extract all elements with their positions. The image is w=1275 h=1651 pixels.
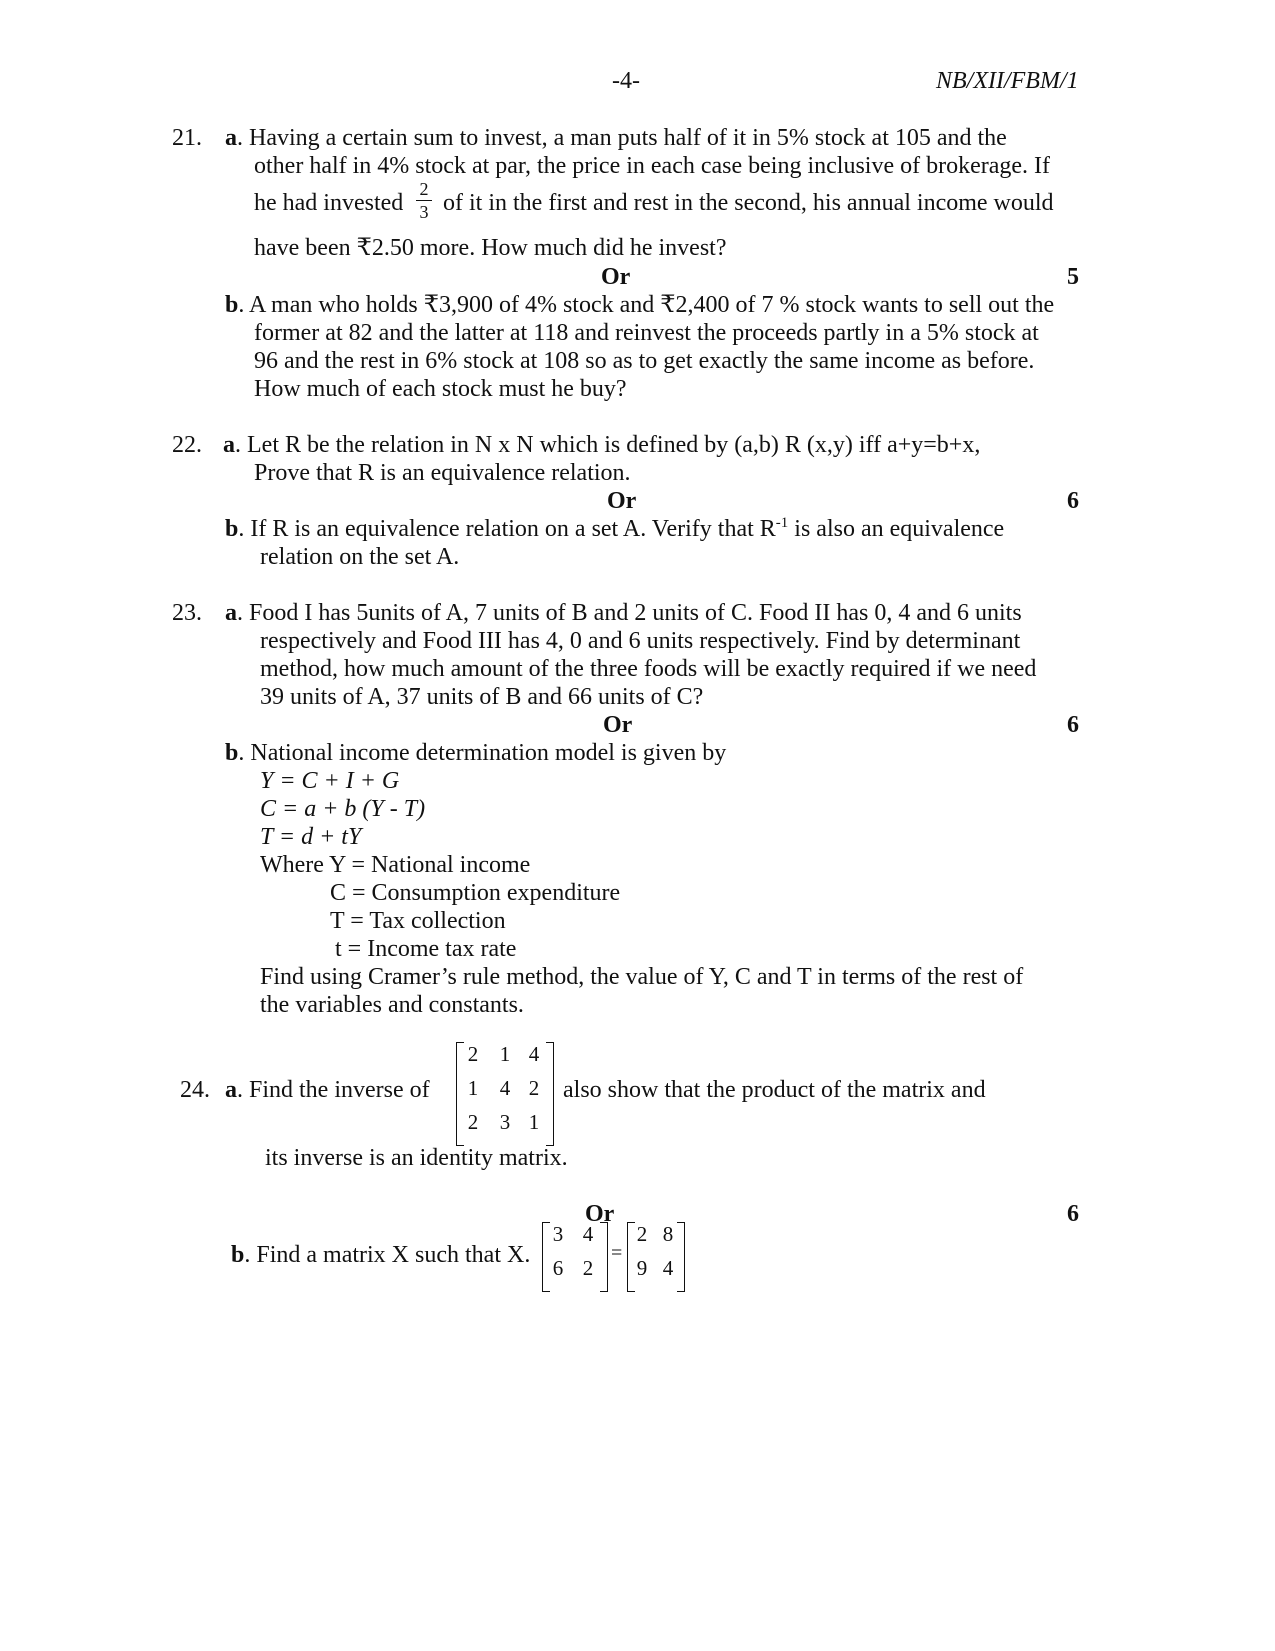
equation: C = a + b (Y - T) xyxy=(260,796,426,822)
matrix-cell: 2 xyxy=(528,1076,540,1100)
part-a-line: of it in the first and rest in the second, his annual income would xyxy=(443,190,1054,216)
matrix-cell: 9 xyxy=(636,1256,648,1280)
part-a-line: also show that the product of the matrix and xyxy=(563,1077,986,1103)
equation: T = d + tY xyxy=(260,824,362,850)
marks: 6 xyxy=(1067,1201,1079,1227)
marks: 6 xyxy=(1067,712,1079,738)
matrix-cell: 3 xyxy=(499,1110,511,1134)
matrix-a xyxy=(456,1042,554,1146)
text: . National income determination model is given by xyxy=(238,740,727,766)
part-a-line xyxy=(223,431,980,459)
matrix-cell: 2 xyxy=(467,1042,479,1066)
text: . Find a matrix X such that X. xyxy=(244,1242,531,1268)
page-number: -4- xyxy=(612,68,640,94)
matrix-cell: 1 xyxy=(499,1042,511,1066)
paper-code: NB/XII/FBM/1 xyxy=(936,68,1079,94)
matrix-cell: 2 xyxy=(636,1222,648,1246)
part-b-line xyxy=(231,1241,530,1269)
text: . If R is an equivalence relation on a set A. Verify that R xyxy=(238,516,776,542)
part-label: b xyxy=(225,740,239,766)
matrix-cell: 3 xyxy=(552,1222,564,1246)
matrix-cell: 2 xyxy=(582,1256,594,1280)
equals-sign: = xyxy=(611,1242,623,1264)
or-divider: Or xyxy=(585,1201,615,1227)
part-b-line: former at 82 and the latter at 118 and reinvest the proceeds partly in a 5% stock at xyxy=(254,320,1039,346)
right-bracket xyxy=(546,1042,554,1146)
text: . Find the inverse of xyxy=(237,1077,430,1103)
part-a-line xyxy=(225,599,1022,627)
matrix-cell: 6 xyxy=(552,1256,564,1280)
definition: Where Y = National income xyxy=(260,852,531,878)
part-a-line: he had invested xyxy=(254,190,404,216)
equation: Y = C + I + G xyxy=(260,768,400,794)
matrix-cell: 1 xyxy=(467,1076,479,1100)
part-label: b xyxy=(225,292,239,318)
part-a-line: 39 units of A, 37 units of B and 66 units of C? xyxy=(260,684,704,710)
matrix-cell: 1 xyxy=(528,1110,540,1134)
or-divider: Or xyxy=(607,488,637,514)
or-divider: Or xyxy=(603,712,633,738)
part-a-line: have been ₹2.50 more. How much did he invest? xyxy=(254,235,727,261)
text: . Let R be the relation in N x N which is defined by (a,b) R (x,y) iff a+y=b+x, xyxy=(235,432,981,458)
part-b-line: 96 and the rest in 6% stock at 108 so as to get exactly the same income as before. xyxy=(254,348,1035,374)
part-a-line: method, how much amount of the three foods will be exactly required if we need xyxy=(260,656,1037,682)
part-a-line: respectively and Food III has 4, 0 and 6 units respectively. Find by determinant xyxy=(260,628,1021,654)
right-bracket xyxy=(600,1222,608,1292)
part-b-line: Find using Cramer’s rule method, the value of Y, C and T in terms of the rest of xyxy=(260,964,1024,990)
question-number: 24. xyxy=(180,1077,210,1103)
text: . A man who holds ₹3,900 of 4% stock and ₹2,400 of 7 % stock wants to sell out the xyxy=(238,292,1055,318)
matrix-b-right xyxy=(627,1222,685,1292)
marks: 5 xyxy=(1067,264,1079,290)
or-divider: Or xyxy=(601,264,631,290)
part-label: a xyxy=(225,600,237,626)
marks: 6 xyxy=(1067,488,1079,514)
text: . Having a certain sum to invest, a man puts half of it in 5% stock at 105 and the xyxy=(237,125,1007,151)
question-number: 21. xyxy=(172,125,202,151)
matrix-cell: 4 xyxy=(499,1076,511,1100)
matrix-cell: 4 xyxy=(582,1222,594,1246)
matrix-cell: 4 xyxy=(662,1256,674,1280)
matrix-cell: 8 xyxy=(662,1222,674,1246)
part-a-line: other half in 4% stock at par, the price in each case being inclusive of brokerage. If xyxy=(254,153,1051,179)
definition: t = Income tax rate xyxy=(335,936,517,962)
matrix-cell: 2 xyxy=(467,1110,479,1134)
part-a-line: its inverse is an identity matrix. xyxy=(265,1145,568,1171)
definition: T = Tax collection xyxy=(330,908,506,934)
fraction-numerator: 2 xyxy=(416,180,432,201)
part-b-line: relation on the set A. xyxy=(260,544,460,570)
part-label: a xyxy=(223,432,235,458)
fraction-denominator: 3 xyxy=(419,202,429,222)
matrix-b-left xyxy=(542,1222,608,1292)
definition: C = Consumption expenditure xyxy=(330,880,621,906)
part-label: a xyxy=(225,1077,237,1103)
part-b-line: How much of each stock must he buy? xyxy=(254,376,627,402)
part-b-line xyxy=(225,739,726,767)
part-label: b xyxy=(231,1242,245,1268)
part-a-line xyxy=(225,1076,430,1104)
part-b-line: the variables and constants. xyxy=(260,992,524,1018)
part-b-line xyxy=(225,515,1004,543)
part-label: b xyxy=(225,516,239,542)
text: is also an equivalence xyxy=(788,516,1005,542)
part-label: a xyxy=(225,125,237,151)
superscript: -1 xyxy=(775,515,789,531)
fraction xyxy=(416,180,432,221)
part-a-line xyxy=(225,124,1085,152)
text: . Food I has 5units of A, 7 units of B and 2 units of C. Food II has 0, 4 and 6 units xyxy=(237,600,1022,626)
part-a-line: Prove that R is an equivalence relation. xyxy=(254,460,631,486)
question-number: 23. xyxy=(172,600,202,626)
matrix-cell: 4 xyxy=(528,1042,540,1066)
part-b-line xyxy=(225,291,1054,319)
question-number: 22. xyxy=(172,432,202,458)
